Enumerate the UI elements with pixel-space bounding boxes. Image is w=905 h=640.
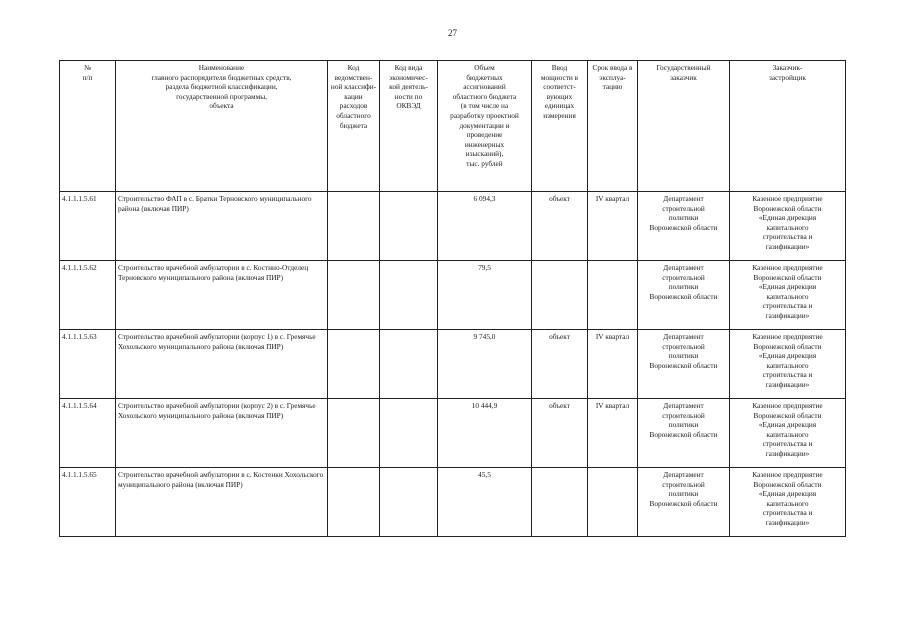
row-dept-code — [328, 399, 380, 468]
table-row — [60, 192, 846, 261]
row-num: 4.1.1.1.5.64 — [60, 399, 116, 468]
table-row — [60, 261, 846, 330]
row-volume: 45,5 — [438, 468, 532, 537]
row-customer: Департамент строительной политики Воронежской области — [638, 330, 730, 399]
row-developer: Казенное предприятие Воронежской области «Единая дирекция капитального строительства и газификации» — [730, 468, 846, 537]
row-capacity: объект — [532, 192, 588, 261]
row-num: 4.1.1.1.5.62 — [60, 261, 116, 330]
header-term: Срок ввода в эксплуа- тацию — [588, 61, 638, 192]
row-volume: 6 094,3 — [438, 192, 532, 261]
table-row — [60, 399, 846, 468]
row-capacity — [532, 468, 588, 537]
row-dept-code — [328, 330, 380, 399]
header-volume: Объем бюджетных ассигнований областного бюджета (в том числе на разработку проектной документации и проведение инженерных изысканий), тыс. рублей — [438, 61, 532, 192]
row-okved — [380, 261, 438, 330]
row-dept-code — [328, 192, 380, 261]
row-developer: Казенное предприятие Воронежской области «Единая дирекция капитального строительства и газификации» — [730, 261, 846, 330]
row-num: 4.1.1.1.5.65 — [60, 468, 116, 537]
table-row — [60, 330, 846, 399]
row-volume: 9 745,0 — [438, 330, 532, 399]
row-developer: Казенное предприятие Воронежской области «Единая дирекция капитального строительства и газификации» — [730, 192, 846, 261]
header-dept-code: Код ведомствен- ной классифи- кации расходов областного бюджета — [328, 61, 380, 192]
row-volume: 10 444,9 — [438, 399, 532, 468]
page-number: 27 — [448, 28, 457, 38]
header-developer: Заказчик- застройщик — [730, 61, 846, 192]
row-customer: Департамент строительной политики Воронежской области — [638, 399, 730, 468]
row-capacity — [532, 261, 588, 330]
row-customer: Департамент строительной политики Воронежской области — [638, 468, 730, 537]
row-okved — [380, 468, 438, 537]
row-name: Строительство ФАП в с. Братки Терновского муниципального района (включая ПИР) — [116, 192, 328, 261]
row-term: IV квартал — [588, 330, 638, 399]
row-okved — [380, 330, 438, 399]
header-num: № п/п — [60, 61, 116, 192]
row-capacity: объект — [532, 399, 588, 468]
row-okved — [380, 399, 438, 468]
header-customer: Государственный заказчик — [638, 61, 730, 192]
budget-table — [59, 60, 846, 537]
row-term — [588, 261, 638, 330]
row-term: IV квартал — [588, 399, 638, 468]
row-customer: Департамент строительной политики Воронежской области — [638, 192, 730, 261]
row-developer: Казенное предприятие Воронежской области «Единая дирекция капитального строительства и газификации» — [730, 399, 846, 468]
row-capacity: объект — [532, 330, 588, 399]
row-dept-code — [328, 261, 380, 330]
header-name: Наименование главного распорядителя бюджетных средств, раздела бюджетной классификации, государственной программы, объекта — [116, 61, 328, 192]
row-customer: Департамент строительной политики Воронежской области — [638, 261, 730, 330]
row-num: 4.1.1.1.5.63 — [60, 330, 116, 399]
table-header-row — [60, 61, 846, 192]
header-capacity: Ввод мощности в соответст- вующих единицах измерения — [532, 61, 588, 192]
row-developer: Казенное предприятие Воронежской области «Единая дирекция капитального строительства и газификации» — [730, 330, 846, 399]
row-name: Строительство врачебной амбулатории (корпус 1) в с. Гремячье Хохольского муниципального района (включая ПИР) — [116, 330, 328, 399]
row-dept-code — [328, 468, 380, 537]
row-term — [588, 468, 638, 537]
row-name: Строительство врачебной амбулатории в с. Костино-Отделец Терновского муниципального района (включая ПИР) — [116, 261, 328, 330]
row-num: 4.1.1.1.5.61 — [60, 192, 116, 261]
row-volume: 79,5 — [438, 261, 532, 330]
row-term: IV квартал — [588, 192, 638, 261]
row-name: Строительство врачебной амбулатории в с. Костенки Хохольского муниципального района (включая ПИР) — [116, 468, 328, 537]
header-okved: Код вида экономичес- кой деятель- ности по ОКВЭД — [380, 61, 438, 192]
row-name: Строительство врачебной амбулатории (корпус 2) в с. Гремячье Хохольского муниципального района (включая ПИР) — [116, 399, 328, 468]
table-row — [60, 468, 846, 537]
row-okved — [380, 192, 438, 261]
